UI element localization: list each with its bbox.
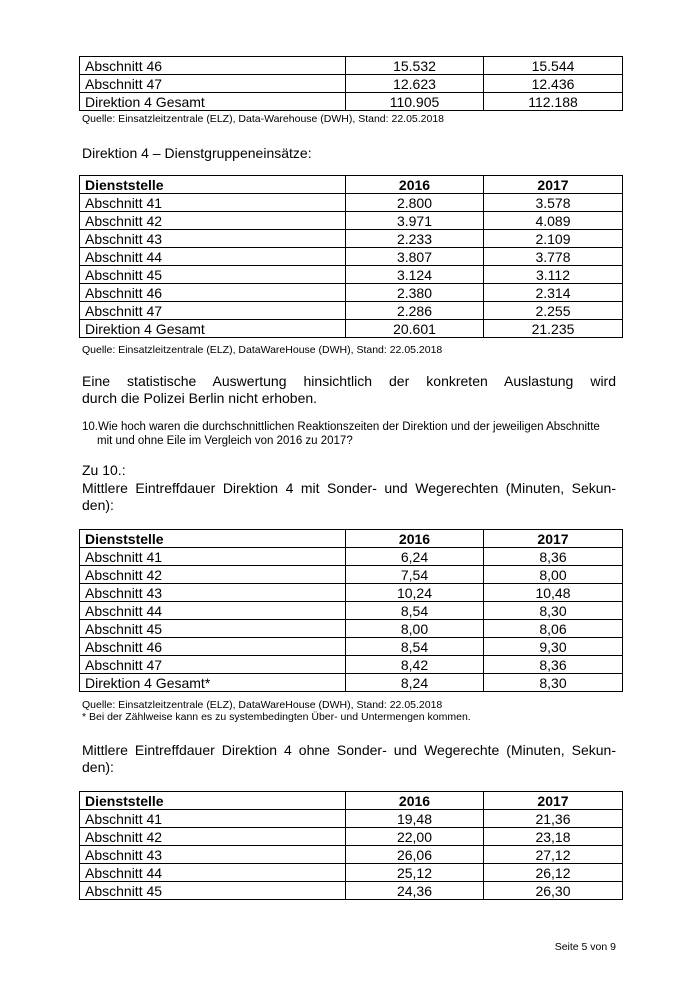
cell-dienststelle: Abschnitt 42 xyxy=(80,828,346,846)
cell-2017: 9,30 xyxy=(484,638,623,656)
table-source-note: Quelle: Einsatzleitzentrale (ELZ), DataWareHouse (DWH), Stand: 22.05.2018 xyxy=(82,699,443,711)
cell-2016: 10,24 xyxy=(346,584,484,602)
column-header: Dienststelle xyxy=(80,176,346,194)
cell-2016: 8,24 xyxy=(346,674,484,692)
cell-2016: 8,54 xyxy=(346,638,484,656)
cell-2016: 8,54 xyxy=(346,602,484,620)
table-row xyxy=(80,584,623,602)
table-row xyxy=(80,284,623,302)
cell-2016: 24,36 xyxy=(346,882,484,900)
cell-2016: 22,00 xyxy=(346,828,484,846)
section-heading-line: den): xyxy=(82,759,114,775)
cell-2016: 3.807 xyxy=(346,248,484,266)
table-row xyxy=(80,75,623,93)
cell-dienststelle: Abschnitt 46 xyxy=(80,638,346,656)
section-heading-line: Mittlere Eintreffdauer Direktion 4 ohne Sonder- und Wegerechte (Minuten, Sekun- xyxy=(82,742,616,758)
cell-2016: 2.233 xyxy=(346,230,484,248)
cell-dienststelle: Abschnitt 42 xyxy=(80,212,346,230)
cell-2017: 15.544 xyxy=(484,57,623,75)
cell-dienststelle: Abschnitt 47 xyxy=(80,302,346,320)
table-row xyxy=(80,57,623,75)
question-line: Wie hoch waren die durchschnittlichen Reaktionszeiten der Direktion und der jeweiligen Abschnitte xyxy=(98,421,600,433)
cell-dienststelle: Abschnitt 46 xyxy=(80,57,346,75)
cell-dienststelle: Abschnitt 46 xyxy=(80,284,346,302)
table-row xyxy=(80,810,623,828)
cell-2017: 2.109 xyxy=(484,230,623,248)
cell-2016: 7,54 xyxy=(346,566,484,584)
table-row xyxy=(80,320,623,338)
table-row xyxy=(80,230,623,248)
cell-2017: 23,18 xyxy=(484,828,623,846)
table-row xyxy=(80,638,623,656)
cell-dienststelle: Abschnitt 41 xyxy=(80,810,346,828)
cell-2017: 112.188 xyxy=(484,93,623,111)
answer-label: Zu 10.: xyxy=(82,462,126,478)
column-header: Dienststelle xyxy=(80,792,346,810)
table-header-row xyxy=(80,530,623,548)
eintreffdauer-mit-sonderrechten-table xyxy=(79,529,623,692)
cell-dienststelle: Abschnitt 42 xyxy=(80,566,346,584)
table-row xyxy=(80,266,623,284)
column-header: 2016 xyxy=(346,176,484,194)
cell-dienststelle: Direktion 4 Gesamt xyxy=(80,93,346,111)
cell-2016: 2.800 xyxy=(346,194,484,212)
einsaetze-table-continued xyxy=(79,56,623,111)
section-heading: Direktion 4 – Dienstgruppeneinsätze: xyxy=(82,145,312,161)
cell-2016: 3.124 xyxy=(346,266,484,284)
cell-dienststelle: Abschnitt 47 xyxy=(80,75,346,93)
column-header: Dienststelle xyxy=(80,530,346,548)
cell-2017: 26,12 xyxy=(484,864,623,882)
cell-2016: 25,12 xyxy=(346,864,484,882)
cell-2017: 10,48 xyxy=(484,584,623,602)
cell-2017: 2.314 xyxy=(484,284,623,302)
cell-dienststelle: Direktion 4 Gesamt* xyxy=(80,674,346,692)
cell-2016: 20.601 xyxy=(346,320,484,338)
table-row xyxy=(80,656,623,674)
cell-2017: 2.255 xyxy=(484,302,623,320)
cell-2016: 15.532 xyxy=(346,57,484,75)
cell-2016: 19,48 xyxy=(346,810,484,828)
cell-dienststelle: Abschnitt 41 xyxy=(80,548,346,566)
table-row xyxy=(80,602,623,620)
column-header: 2017 xyxy=(484,792,623,810)
table-header-row xyxy=(80,792,623,810)
table-footnote: * Bei der Zählweise kann es zu systembedingten Über- und Untermengen kommen. xyxy=(82,711,471,723)
dienstgruppeneinsaetze-table xyxy=(79,175,623,338)
cell-2016: 26,06 xyxy=(346,846,484,864)
eintreffdauer-ohne-sonderrechte-table xyxy=(79,791,623,900)
column-header: 2016 xyxy=(346,530,484,548)
table-row xyxy=(80,620,623,638)
cell-2016: 2.380 xyxy=(346,284,484,302)
table-source-note: Quelle: Einsatzleitzentrale (ELZ), Data-Warehouse (DWH), Stand: 22.05.2018 xyxy=(82,113,445,125)
column-header: 2017 xyxy=(484,176,623,194)
question-10 xyxy=(82,421,622,448)
cell-dienststelle: Abschnitt 43 xyxy=(80,846,346,864)
cell-2017: 8,06 xyxy=(484,620,623,638)
cell-dienststelle: Abschnitt 44 xyxy=(80,864,346,882)
cell-2016: 8,00 xyxy=(346,620,484,638)
page-number: Seite 5 von 9 xyxy=(554,941,616,953)
table-header-row xyxy=(80,176,623,194)
cell-2017: 8,36 xyxy=(484,548,623,566)
answer-line: den): xyxy=(82,497,114,513)
cell-dienststelle: Abschnitt 45 xyxy=(80,266,346,284)
cell-dienststelle: Abschnitt 44 xyxy=(80,248,346,266)
cell-2017: 8,00 xyxy=(484,566,623,584)
paragraph-line: durch die Polizei Berlin nicht erhoben. xyxy=(82,390,318,406)
cell-2017: 26,30 xyxy=(484,882,623,900)
cell-2017: 8,30 xyxy=(484,674,623,692)
column-header: 2016 xyxy=(346,792,484,810)
cell-2016: 6,24 xyxy=(346,548,484,566)
table-row xyxy=(80,846,623,864)
cell-2017: 27,12 xyxy=(484,846,623,864)
paragraph-line: Eine statistische Auswertung hinsichtlich der konkreten Auslastung wird xyxy=(82,373,616,389)
cell-dienststelle: Abschnitt 47 xyxy=(80,656,346,674)
column-header: 2017 xyxy=(484,530,623,548)
cell-2016: 2.286 xyxy=(346,302,484,320)
table-row xyxy=(80,194,623,212)
table-row xyxy=(80,864,623,882)
table-row xyxy=(80,212,623,230)
cell-dienststelle: Abschnitt 41 xyxy=(80,194,346,212)
table-row xyxy=(80,674,623,692)
cell-2017: 4.089 xyxy=(484,212,623,230)
cell-dienststelle: Abschnitt 43 xyxy=(80,230,346,248)
cell-dienststelle: Abschnitt 45 xyxy=(80,882,346,900)
cell-2017: 21,36 xyxy=(484,810,623,828)
table-row xyxy=(80,828,623,846)
cell-2016: 110.905 xyxy=(346,93,484,111)
table-source-note: Quelle: Einsatzleitzentrale (ELZ), DataWareHouse (DWH), Stand: 22.05.2018 xyxy=(82,344,443,356)
cell-dienststelle: Direktion 4 Gesamt xyxy=(80,320,346,338)
cell-dienststelle: Abschnitt 43 xyxy=(80,584,346,602)
table-row xyxy=(80,93,623,111)
table-row xyxy=(80,248,623,266)
cell-2017: 8,36 xyxy=(484,656,623,674)
table-row xyxy=(80,882,623,900)
cell-2017: 3.112 xyxy=(484,266,623,284)
question-number: 10. xyxy=(82,421,98,433)
cell-2017: 8,30 xyxy=(484,602,623,620)
cell-2017: 3.778 xyxy=(484,248,623,266)
table-row xyxy=(80,302,623,320)
cell-2016: 3.971 xyxy=(346,212,484,230)
cell-dienststelle: Abschnitt 44 xyxy=(80,602,346,620)
table-row xyxy=(80,566,623,584)
cell-2017: 12.436 xyxy=(484,75,623,93)
question-line: mit und ohne Eile im Vergleich von 2016 zu 2017? xyxy=(97,434,353,447)
cell-2016: 8,42 xyxy=(346,656,484,674)
table-row xyxy=(80,548,623,566)
cell-2016: 12.623 xyxy=(346,75,484,93)
cell-dienststelle: Abschnitt 45 xyxy=(80,620,346,638)
cell-2017: 21.235 xyxy=(484,320,623,338)
answer-line: Mittlere Eintreffdauer Direktion 4 mit Sonder- und Wegerechten (Minuten, Sekun- xyxy=(82,480,616,496)
cell-2017: 3.578 xyxy=(484,194,623,212)
